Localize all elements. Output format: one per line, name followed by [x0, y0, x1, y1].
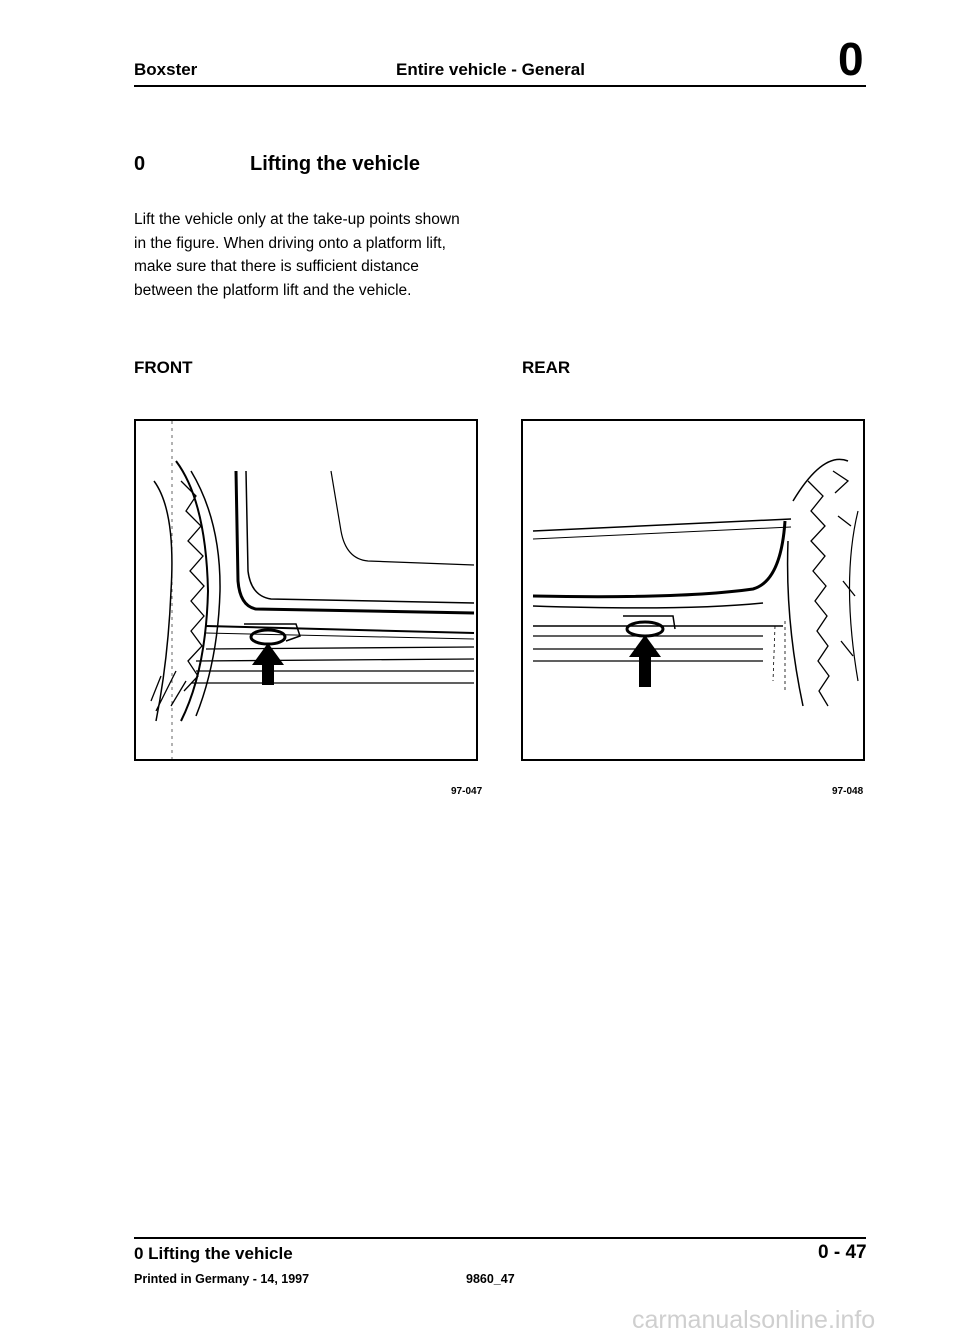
body-line: between the platform lift and the vehicle. [134, 281, 412, 299]
figure-number-front: 97-047 [451, 786, 483, 797]
section-number: 0 [134, 153, 146, 175]
rear-lift-point-illustration [523, 421, 863, 759]
header-title: Entire vehicle - General [396, 60, 585, 79]
section-title: Lifting the vehicle [250, 153, 421, 175]
figure-label-front: FRONT [134, 358, 193, 377]
header-rule [134, 85, 866, 87]
footer-code: 9860_47 [466, 1272, 515, 1286]
footer-printed: Printed in Germany - 14, 1997 [134, 1272, 310, 1286]
footer-page-number: 0 - 47 [818, 1242, 867, 1263]
footer-rule [134, 1237, 866, 1239]
figure-front [134, 419, 478, 761]
watermark: carmanualsonline.info [632, 1306, 876, 1334]
body-line: Lift the vehicle only at the take-up points shown [134, 211, 460, 228]
header-model: Boxster [134, 60, 198, 79]
figure-number-rear: 97-048 [832, 786, 864, 797]
footer-section: 0 Lifting the vehicle [134, 1244, 293, 1263]
front-lift-point-illustration [136, 421, 476, 759]
body-text [134, 208, 484, 302]
figure-label-rear: REAR [522, 358, 571, 377]
body-line: make sure that there is sufficient distance [134, 258, 419, 275]
body-line: in the figure. When driving onto a platform lift, [134, 234, 446, 252]
figure-rear [521, 419, 865, 761]
header-group-number: 0 [838, 33, 864, 85]
